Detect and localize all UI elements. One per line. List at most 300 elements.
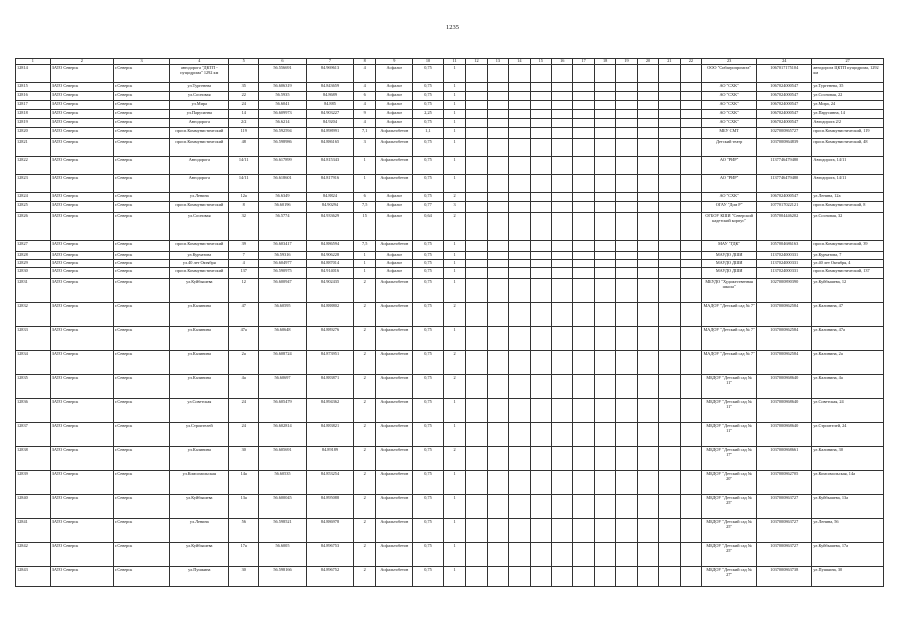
city-cell: г.Северск (114, 139, 170, 157)
empty-cell (552, 175, 573, 193)
latitude-cell: 56.556691 (259, 65, 307, 83)
street-cell: ул.Куйбышева (170, 543, 229, 567)
empty-cell (680, 101, 701, 110)
empty-cell (573, 567, 594, 587)
ogrn-cell: 1067024000547 (757, 193, 812, 202)
street-cell: ул.Ленина (170, 519, 229, 543)
empty-cell (594, 567, 615, 587)
city-cell: г.Северск (114, 260, 170, 268)
surface-cell: Асфальтобетон (376, 519, 413, 543)
area-cell: 1 (353, 175, 375, 193)
surface-cell: Асфальтобетон (376, 175, 413, 193)
city-cell: г.Северск (114, 471, 170, 495)
organization-cell: АО "СХК" (702, 83, 757, 92)
empty-cell (530, 128, 551, 139)
latitude-cell: 56.5935 (259, 92, 307, 101)
longitude-cell: 84.89189 (307, 447, 354, 471)
empty-cell (659, 260, 680, 268)
capacity-cell: 0,75 (413, 303, 444, 327)
surface-cell: Асфальтобетон (376, 139, 413, 157)
latitude-cell: 56.602814 (259, 423, 307, 447)
empty-cell (530, 268, 551, 279)
area-cell: 2 (353, 543, 375, 567)
empty-cell (552, 241, 573, 252)
row-id-cell: 12820 (16, 128, 51, 139)
container-count-cell: 2 (443, 375, 465, 399)
table-row (16, 351, 884, 375)
empty-cell (552, 110, 573, 119)
organization-cell: МБДОУ "Детский сад № 25" (702, 543, 757, 567)
empty-cell (466, 399, 487, 423)
empty-cell (487, 375, 508, 399)
longitude-cell: 84.903227 (307, 110, 354, 119)
empty-cell (637, 543, 658, 567)
house-cell: 24 (229, 423, 259, 447)
empty-cell (594, 495, 615, 519)
capacity-cell: 0,75 (413, 567, 444, 587)
source-address-cell: ул.Калинина, 47 (812, 303, 884, 327)
row-id-cell: 12826 (16, 213, 51, 241)
empty-cell (509, 447, 530, 471)
source-address-cell: ул.Тургенева, 35 (812, 83, 884, 92)
table-row (16, 543, 884, 567)
longitude-cell: 84.9204 (307, 119, 354, 128)
empty-cell (659, 101, 680, 110)
empty-cell (466, 375, 487, 399)
organization-cell: МБДОУ "Детский сад № 20" (702, 471, 757, 495)
empty-cell (680, 495, 701, 519)
empty-cell (509, 157, 530, 175)
empty-cell (680, 268, 701, 279)
ogrn-cell: 1037000863727 (757, 543, 812, 567)
empty-cell (573, 543, 594, 567)
latitude-cell: 56.605691 (259, 447, 307, 471)
table-row (16, 139, 884, 157)
empty-cell (509, 399, 530, 423)
empty-cell (573, 65, 594, 83)
container-count-cell: 1 (443, 110, 465, 119)
empty-cell (594, 268, 615, 279)
latitude-cell: 56.604977 (259, 260, 307, 268)
empty-cell (552, 83, 573, 92)
empty-cell (637, 495, 658, 519)
capacity-cell: 0,75 (413, 423, 444, 447)
container-count-cell: 1 (443, 252, 465, 260)
street-cell: ул.Калинина (170, 351, 229, 375)
container-count-cell: 1 (443, 495, 465, 519)
table-row (16, 399, 884, 423)
latitude-cell: 56.618601 (259, 175, 307, 193)
empty-cell (680, 279, 701, 303)
capacity-cell: 0,75 (413, 83, 444, 92)
empty-cell (466, 202, 487, 213)
container-count-cell: 1 (443, 83, 465, 92)
table-row (16, 92, 884, 101)
capacity-cell: 0,75 (413, 175, 444, 193)
empty-cell (573, 399, 594, 423)
area-cell: 4 (353, 65, 375, 83)
latitude-cell: 56.600045 (259, 495, 307, 519)
empty-cell (530, 495, 551, 519)
empty-cell (680, 202, 701, 213)
organization-cell: МБДОУ "Детский сад № 17" (702, 447, 757, 471)
surface-cell: Асфальтобетон (376, 423, 413, 447)
ogrn-cell: 1057004686163 (757, 241, 812, 252)
organization-cell: АО "СХК" (702, 92, 757, 101)
longitude-cell: 84.843659 (307, 83, 354, 92)
empty-cell (487, 399, 508, 423)
capacity-cell: 0,75 (413, 65, 444, 83)
latitude-cell: 56.590975 (259, 268, 307, 279)
city-cell: г.Северск (114, 193, 170, 202)
empty-cell (594, 110, 615, 119)
empty-cell (680, 139, 701, 157)
area-cell: 1 (353, 252, 375, 260)
empty-cell (659, 351, 680, 375)
column-number-cell: 23 (702, 59, 757, 65)
area-cell: 2 (353, 327, 375, 351)
empty-cell (487, 543, 508, 567)
empty-cell (573, 157, 594, 175)
empty-cell (552, 128, 573, 139)
empty-cell (530, 423, 551, 447)
city-cell: г.Северск (114, 65, 170, 83)
column-number-cell: 3 (114, 59, 170, 65)
city-cell: г.Северск (114, 351, 170, 375)
surface-cell: Асфальтобетон (376, 303, 413, 327)
latitude-cell: 56.608724 (259, 351, 307, 375)
empty-cell (509, 110, 530, 119)
organization-cell: МАУ "ГДК" (702, 241, 757, 252)
street-cell: просп.Коммунистический (170, 128, 229, 139)
organization-cell: МАДОУ "Детский сад № 7" (702, 351, 757, 375)
empty-cell (637, 157, 658, 175)
house-cell: 12 (229, 279, 259, 303)
empty-cell (594, 375, 615, 399)
empty-cell (616, 175, 637, 193)
container-count-cell: 1 (443, 399, 465, 423)
latitude-cell: 56.600947 (259, 279, 307, 303)
ogrn-cell: 1037000868661 (757, 447, 812, 471)
municipality-cell: ЗАТО Северск (50, 279, 113, 303)
column-number-cell: 27 (812, 59, 884, 65)
empty-cell (552, 375, 573, 399)
empty-cell (594, 241, 615, 252)
empty-cell (616, 279, 637, 303)
empty-cell (637, 567, 658, 587)
row-id-cell: 12816 (16, 92, 51, 101)
column-number-cell: 22 (680, 59, 701, 65)
capacity-cell: 0,77 (413, 202, 444, 213)
empty-cell (466, 268, 487, 279)
ogrn-cell: 1037000862584 (757, 303, 812, 327)
longitude-cell: 84.8689 (307, 92, 354, 101)
latitude-cell: 56.617899 (259, 157, 307, 175)
empty-cell (680, 260, 701, 268)
empty-cell (680, 128, 701, 139)
empty-cell (680, 375, 701, 399)
column-number-cell: 11 (443, 59, 465, 65)
empty-cell (573, 279, 594, 303)
empty-cell (594, 128, 615, 139)
empty-cell (509, 128, 530, 139)
empty-cell (680, 213, 701, 241)
empty-cell (466, 83, 487, 92)
column-number-cell: 12 (466, 59, 487, 65)
empty-cell (487, 65, 508, 83)
area-cell: 4 (353, 101, 375, 110)
empty-cell (616, 157, 637, 175)
empty-cell (594, 519, 615, 543)
street-cell: ул.Калинина (170, 303, 229, 327)
container-count-cell: 1 (443, 92, 465, 101)
street-cell: автодорога "ДКТП - пущодрома" 1292 км (170, 65, 229, 83)
container-count-cell: 1 (443, 471, 465, 495)
empty-cell (509, 260, 530, 268)
city-cell: г.Северск (114, 213, 170, 241)
row-id-cell: 12830 (16, 268, 51, 279)
empty-cell (509, 92, 530, 101)
empty-cell (466, 471, 487, 495)
longitude-cell: 84.888802 (307, 303, 354, 327)
empty-cell (680, 471, 701, 495)
container-count-cell: 2 (443, 193, 465, 202)
organization-cell: АО "РИР" (702, 175, 757, 193)
empty-cell (680, 193, 701, 202)
municipality-cell: ЗАТО Северск (50, 268, 113, 279)
municipality-cell: ЗАТО Северск (50, 83, 113, 92)
municipality-cell: ЗАТО Северск (50, 139, 113, 157)
surface-cell: Асфальт (376, 101, 413, 110)
empty-cell (659, 327, 680, 351)
surface-cell: Асфальтобетон (376, 399, 413, 423)
empty-cell (637, 375, 658, 399)
ogrn-cell: 1037000862584 (757, 327, 812, 351)
ogrn-cell: 1037000868640 (757, 399, 812, 423)
container-count-cell: 1 (443, 139, 465, 157)
organization-cell: МАУДО ДШИ (702, 252, 757, 260)
empty-cell (659, 543, 680, 567)
empty-cell (659, 175, 680, 193)
empty-cell (466, 327, 487, 351)
row-id-cell: 12839 (16, 471, 51, 495)
city-cell: г.Северск (114, 327, 170, 351)
latitude-cell: 56.592594 (259, 128, 307, 139)
empty-cell (616, 83, 637, 92)
longitude-cell: 84.895088 (307, 495, 354, 519)
container-count-cell: 1 (443, 260, 465, 268)
row-id-cell: 12828 (16, 252, 51, 260)
municipality-cell: ЗАТО Северск (50, 65, 113, 83)
capacity-cell: 0,75 (413, 92, 444, 101)
source-address-cell: ул.Куйбышева, 17а (812, 543, 884, 567)
street-cell: ул.Калинина (170, 375, 229, 399)
ogrn-cell: 1137746479480 (757, 157, 812, 175)
empty-cell (594, 157, 615, 175)
empty-cell (680, 157, 701, 175)
empty-cell (487, 139, 508, 157)
empty-cell (466, 101, 487, 110)
empty-cell (637, 268, 658, 279)
source-address-cell: ул.Строителей, 24 (812, 423, 884, 447)
row-id-cell: 12837 (16, 423, 51, 447)
organization-cell: МБДОУ "Детский сад № 11" (702, 375, 757, 399)
surface-cell: Асфальт (376, 193, 413, 202)
empty-cell (659, 252, 680, 260)
table-row (16, 119, 884, 128)
empty-cell (509, 83, 530, 92)
empty-cell (680, 327, 701, 351)
empty-cell (637, 128, 658, 139)
empty-cell (466, 279, 487, 303)
house-cell: 47 (229, 303, 259, 327)
capacity-cell: 0,75 (413, 495, 444, 519)
organization-cell: АО "РИР" (702, 157, 757, 175)
empty-cell (509, 213, 530, 241)
column-number-cell: 5 (229, 59, 259, 65)
city-cell: г.Северск (114, 252, 170, 260)
empty-cell (487, 175, 508, 193)
longitude-cell: 84.853254 (307, 471, 354, 495)
empty-cell (680, 303, 701, 327)
empty-cell (466, 447, 487, 471)
container-count-cell: 2 (443, 213, 465, 241)
empty-cell (530, 351, 551, 375)
empty-cell (637, 260, 658, 268)
row-id-cell: 12841 (16, 519, 51, 543)
empty-cell (637, 351, 658, 375)
capacity-cell: 0,75 (413, 139, 444, 157)
empty-cell (509, 519, 530, 543)
empty-cell (552, 399, 573, 423)
area-cell: 7,5 (353, 202, 375, 213)
empty-cell (509, 193, 530, 202)
container-count-cell: 2 (443, 351, 465, 375)
empty-cell (616, 139, 637, 157)
city-cell: г.Северск (114, 268, 170, 279)
empty-cell (594, 447, 615, 471)
empty-cell (487, 495, 508, 519)
surface-cell: Асфальтобетон (376, 543, 413, 567)
empty-cell (487, 327, 508, 351)
empty-cell (509, 495, 530, 519)
container-count-cell: 1 (443, 65, 465, 83)
municipality-cell: ЗАТО Северск (50, 128, 113, 139)
empty-cell (530, 471, 551, 495)
empty-cell (573, 128, 594, 139)
empty-cell (530, 241, 551, 252)
house-cell: 8 (229, 202, 259, 213)
area-cell: 2 (353, 471, 375, 495)
source-address-cell: просп.Коммунистический, 48 (812, 139, 884, 157)
capacity-cell: 0,75 (413, 399, 444, 423)
empty-cell (487, 351, 508, 375)
empty-cell (573, 92, 594, 101)
empty-cell (509, 119, 530, 128)
empty-cell (552, 139, 573, 157)
empty-cell (466, 241, 487, 252)
empty-cell (659, 202, 680, 213)
surface-cell: Асфальтобетон (376, 567, 413, 587)
municipality-cell: ЗАТО Северск (50, 241, 113, 252)
area-cell: 2 (353, 351, 375, 375)
area-cell: 2 (353, 375, 375, 399)
street-cell: ул.Строителей (170, 423, 229, 447)
street-cell: ул.Ленина (170, 193, 229, 202)
street-cell: ул.Комсомольская (170, 471, 229, 495)
area-cell: 4 (353, 83, 375, 92)
empty-cell (573, 241, 594, 252)
empty-cell (487, 303, 508, 327)
area-cell: 4 (353, 119, 375, 128)
capacity-cell: 0,75 (413, 327, 444, 351)
empty-cell (616, 213, 637, 241)
empty-cell (594, 327, 615, 351)
ogrn-cell: 1067024000547 (757, 101, 812, 110)
longitude-cell: 84.873951 (307, 351, 354, 375)
latitude-cell: 56.60595 (259, 303, 307, 327)
organization-cell: АО "СХК" (702, 193, 757, 202)
capacity-cell: 0,75 (413, 543, 444, 567)
area-cell: 1 (353, 268, 375, 279)
street-cell: Автодорога (170, 157, 229, 175)
empty-cell (509, 65, 530, 83)
empty-cell (573, 268, 594, 279)
street-cell: просп.Коммунистический (170, 268, 229, 279)
empty-cell (573, 327, 594, 351)
table-row (16, 471, 884, 495)
house-cell: 39 (229, 241, 259, 252)
empty-cell (616, 399, 637, 423)
empty-cell (637, 241, 658, 252)
empty-cell (573, 303, 594, 327)
empty-cell (573, 447, 594, 471)
surface-cell: Асфальтобетон (376, 279, 413, 303)
empty-cell (573, 202, 594, 213)
empty-cell (659, 279, 680, 303)
empty-cell (509, 268, 530, 279)
latitude-cell: 56.6005 (259, 543, 307, 567)
longitude-cell: 84.815343 (307, 157, 354, 175)
source-address-cell: Автодорога 2/2 (812, 119, 884, 128)
house-cell: 30 (229, 447, 259, 471)
empty-cell (573, 519, 594, 543)
latitude-cell: 56.60648 (259, 327, 307, 351)
city-cell: г.Северск (114, 92, 170, 101)
container-count-cell: 1 (443, 279, 465, 303)
empty-cell (530, 139, 551, 157)
surface-cell: Асфальт (376, 252, 413, 260)
organization-cell: МАДОУ "Детский сад № 7" (702, 303, 757, 327)
row-id-cell: 12833 (16, 327, 51, 351)
organization-cell: МБДОУ "Детский сад № 25" (702, 495, 757, 519)
city-cell: г.Северск (114, 447, 170, 471)
empty-cell (487, 241, 508, 252)
empty-cell (616, 351, 637, 375)
empty-cell (637, 327, 658, 351)
capacity-cell: 0,75 (413, 375, 444, 399)
empty-cell (509, 471, 530, 495)
empty-cell (487, 110, 508, 119)
source-address-cell: просп.Коммунистический, 119 (812, 128, 884, 139)
ogrn-cell: 1137746479480 (757, 175, 812, 193)
empty-cell (530, 157, 551, 175)
empty-cell (659, 268, 680, 279)
empty-cell (552, 268, 573, 279)
empty-cell (680, 175, 701, 193)
city-cell: г.Северск (114, 519, 170, 543)
source-address-cell: просп.Коммунистический, 8 (812, 202, 884, 213)
